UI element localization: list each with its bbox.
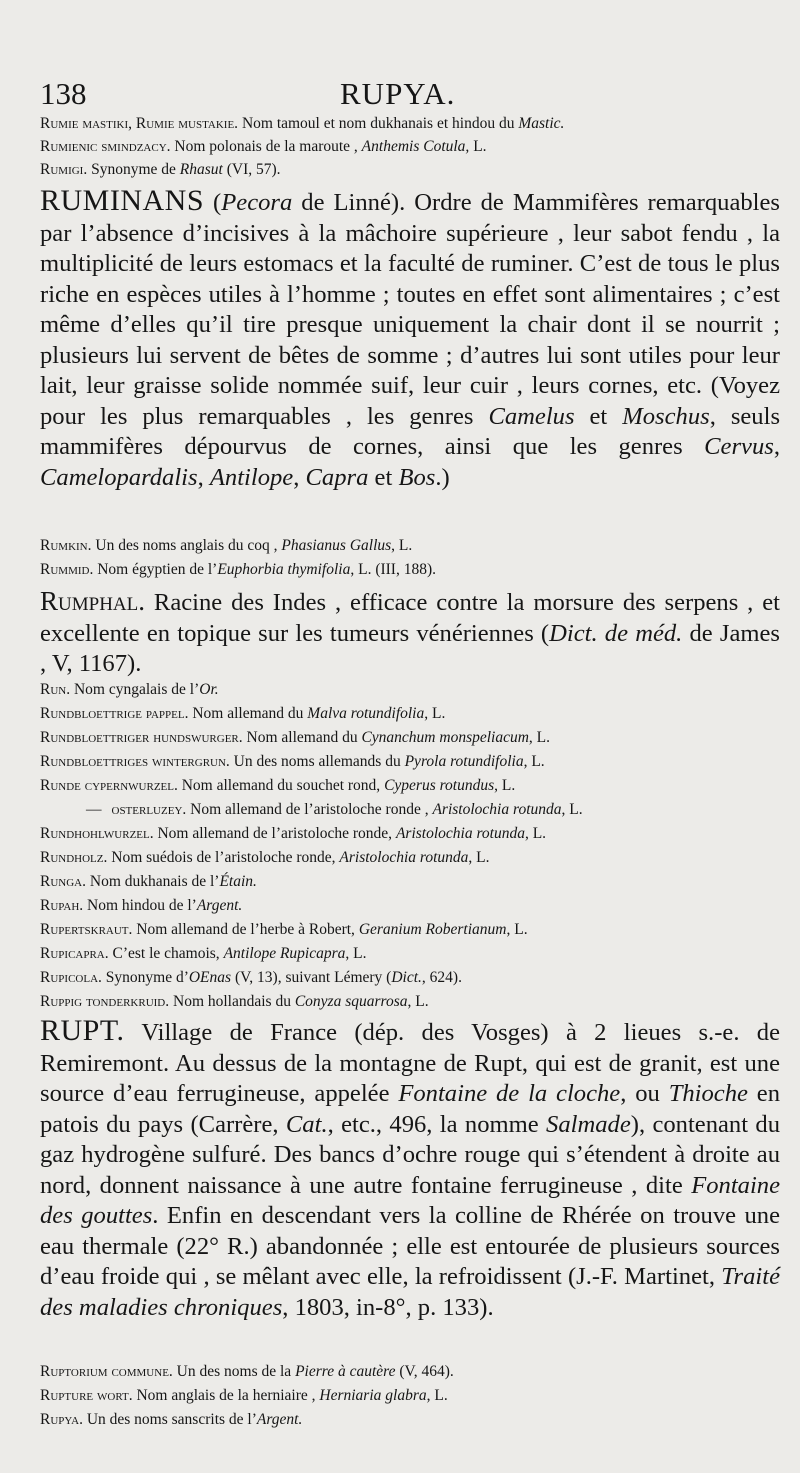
entry-runga: Runga. Nom dukhanais de l’Étain.: [40, 873, 257, 890]
entry-term: Rumienic smindzacy.: [40, 138, 171, 155]
page-number: 138: [40, 76, 87, 111]
entry-term: Rundbloettriges wintergrun.: [40, 753, 230, 770]
entry-rundhohlwurzel: Rundhohlwurzel. Nom allemand de l’aristoloche ronde, Aristolochia rotunda, L.: [40, 825, 547, 842]
entry-rundbloettriger-hundswurger: Rundbloettriger hundswurger. Nom allemand du Cynanchum monspeliacum, L.: [40, 729, 551, 746]
entry-term: Ruptorium commune.: [40, 1363, 173, 1380]
entry-term: Rupah.: [40, 897, 84, 914]
entry-term: Rundbloettriger hundswurger.: [40, 729, 243, 746]
entry-term: Run.: [40, 681, 71, 698]
entry-term: Rumphal.: [40, 586, 145, 616]
entry-term: Rumie mastiki, Rumie mustakie.: [40, 115, 239, 132]
entry-rummid: Rummid. Nom égyptien de l’Euphorbia thymifolia, L. (III, 188).: [40, 561, 437, 578]
entry-term: Rundholz.: [40, 849, 108, 866]
entry-rundbloettrige-pappel: Rundbloettrige pappel. Nom allemand du Malva rotundifolia, L.: [40, 705, 446, 722]
entry-rupah: Rupah. Nom hindou de l’Argent.: [40, 897, 243, 914]
entry-rupya: Rupya. Un des noms sanscrits de l’Argent.: [40, 1411, 303, 1428]
entry-runde-cypernwurzel: Runde cypernwurzel. Nom allemand du souchet rond, Cyperus rotundus, L.: [40, 777, 516, 794]
entry-rumie-mastiki: Rumie mastiki, Rumie mustakie. Nom tamoul et nom dukhanais et hindou du Mastic.: [40, 115, 565, 132]
entry-term: Ruppig tonderkruid.: [40, 993, 170, 1010]
entry-rupicapra: Rupicapra. C’est le chamois, Antilope Rupicapra, L.: [40, 945, 367, 962]
running-title: RUPYA.: [340, 76, 456, 111]
entry-rundholz: Rundholz. Nom suédois de l’aristoloche ronde, Aristolochia rotunda, L.: [40, 849, 490, 866]
entry-rupicola: Rupicola. Synonyme d’OEnas (V, 13), suivant Lémery (Dict., 624).: [40, 969, 462, 986]
entry-rupertskraut: Rupertskraut. Nom allemand de l’herbe à Robert, Geranium Robertianum, L.: [40, 921, 528, 938]
entry-rumkin: Rumkin. Un des noms anglais du coq , Phasianus Gallus, L.: [40, 537, 413, 554]
entry-term: RUPT.: [40, 1014, 125, 1047]
page-header: [40, 74, 780, 114]
entry-rumienic-smindzacy: Rumienic smindzacy. Nom polonais de la maroute , Anthemis Cotula, L.: [40, 138, 487, 155]
entry-ruppig-tonderkruid: Ruppig tonderkruid. Nom hollandais du Conyza squarrosa, L.: [40, 993, 429, 1010]
entry-rundbloettriges-wintergrun: Rundbloettriges wintergrun. Un des noms allemands du Pyrola rotundifolia, L.: [40, 753, 545, 770]
entry-term: Runde cypernwurzel.: [40, 777, 178, 794]
entry-term: Rundbloettrige pappel.: [40, 705, 189, 722]
entry-term: osterluzey.: [111, 801, 187, 818]
entry-term: Rupicola.: [40, 969, 102, 986]
entry-rumigi: Rumigi. Synonyme de Rhasut (VI, 57).: [40, 161, 281, 178]
ditto-dash: —: [86, 801, 102, 818]
entry-ruminans: RUMINANS (Pecora de Linné). Ordre de Mammifères remarquables par l’absence d’incisives à la mâchoire supérieure , leur sabot fendu , la multiplicité de leurs estomacs et la faculté de ruminer. C’est de tous le plus riche en espèces utiles à l’homme ; toutes en effet sont alimentaires ; c’est même d’elles qu’il tire presque uniquement la chair dont il se nourrit ; plusieurs lui servent de bêtes de somme ; d’autres lui sont utiles pour leur lait, leur graisse solide nommée suif, leur cuir , leurs cornes, etc. (Voyez pour les plus remarquables , les genres Camelus et Moschus, seuls mammifères dépourvus de cornes, ainsi que les genres Cervus, Camelopardalis, Antilope, Capra et Bos.): [40, 184, 781, 491]
entry-term: RUMINANS: [40, 184, 205, 217]
entry-term: Rupertskraut.: [40, 921, 133, 938]
entry-osterluzey: — osterluzey. Nom allemand de l’aristoloche ronde , Aristolochia rotunda, L.: [86, 801, 583, 818]
entry-ruptorium-commune: Ruptorium commune. Un des noms de la Pierre à cautère (V, 464).: [40, 1363, 454, 1380]
entry-run: Run. Nom cyngalais de l’Or.: [40, 681, 219, 698]
entry-term: Rupicapra.: [40, 945, 109, 962]
entry-term: Rupya.: [40, 1411, 83, 1428]
entry-term: Runga.: [40, 873, 86, 890]
entry-term: Rumkin.: [40, 537, 92, 554]
entry-term: Rundhohlwurzel.: [40, 825, 154, 842]
entry-term: Rupture wort.: [40, 1387, 133, 1404]
entry-term: Rummid.: [40, 561, 94, 578]
entry-term: Rumigi.: [40, 161, 88, 178]
entry-rumphal: Rumphal. Racine des Indes , efficace contre la morsure des serpens , et excellente en topique sur les tumeurs vénériennes (Dict. de méd. de James , V, 1167).: [40, 586, 780, 677]
entry-rupture-wort: Rupture wort. Nom anglais de la herniaire , Herniaria glabra, L.: [40, 1387, 448, 1404]
entry-rupt: RUPT. Village de France (dép. des Vosges) à 2 lieues s.-e. de Remiremont. Au dessus de la montagne de Rupt, qui est de granit, est une source d’eau ferrugineuse, appelée Fontaine de la cloche, ou Thioche en patois du pays (Carrère, Cat., etc., 496, la nomme Salmade), contenant du gaz hydrogène sulfuré. Des bancs d’ochre rouge qui s’étendent à droite au nord, donnent naissance à une autre fontaine ferrugineuse , dite Fontaine des gouttes. Enfin en descendant vers la colline de Rhérée on trouve une eau thermale (22° R.) abandonnée ; elle est entourée de plusieurs sources d’eau froide qui , se mêlant avec elle, la refroidissent (J.-F. Martinet, Traité des maladies chroniques, 1803, in-8°, p. 133).: [40, 1014, 780, 1321]
